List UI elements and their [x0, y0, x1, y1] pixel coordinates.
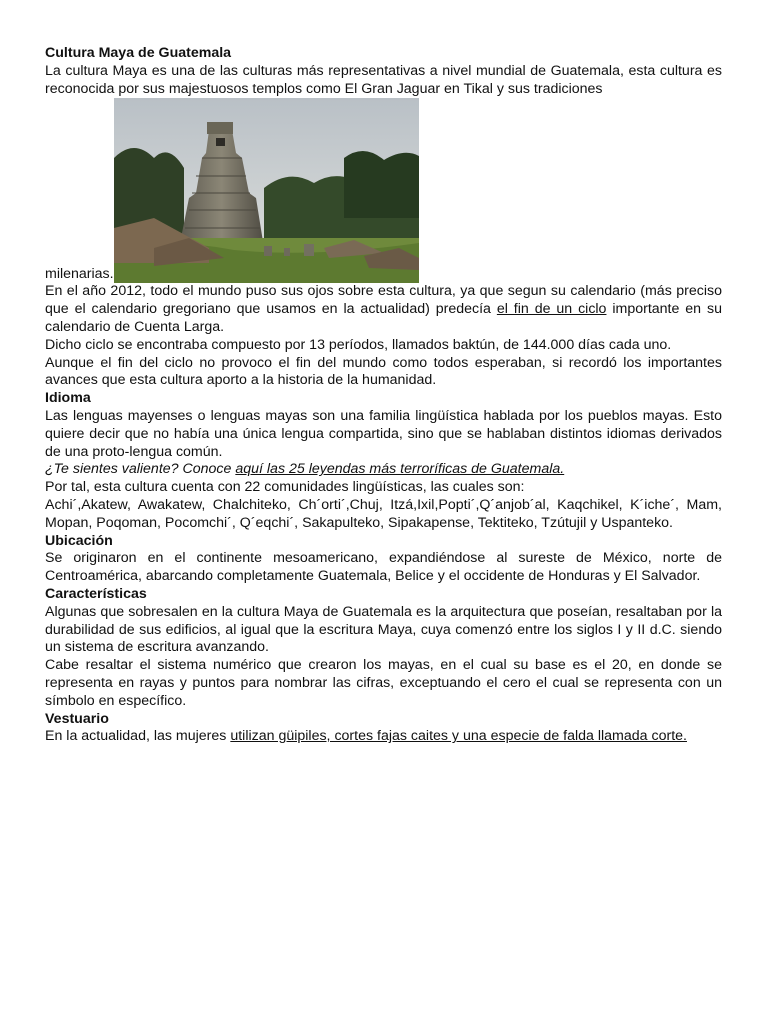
heading-idioma: Idioma [45, 390, 91, 407]
intro-end-text: milenarias. [45, 265, 114, 282]
idioma-paragraph: Las lenguas mayenses o lenguas mayas son una familia lingüística hablada por los pueblos mayas. Esto quiere decir que no había una única lengua compartida, sino que se hablaban distintos idiomas derivados de una proto-lengua común. [45, 407, 722, 460]
paragraph-baktun: Dicho ciclo se encontraba compuesto por 13 períodos, llamados baktún, de 144.000 días cada uno. [45, 336, 672, 353]
document-title: Cultura Maya de Guatemala [45, 45, 232, 61]
caracteristicas-paragraph-1: Algunas que sobresalen en la cultura Maya de Guatemala es la arquitectura que poseían, resaltaban por la durabilidad de sus edificios, al igual que la escritura Maya, cuya comenzó entre los siglos I y II d.C. siendo un sistema de escritura avanzando. [45, 603, 722, 656]
ubicacion-paragraph: Se originaron en el continente mesoamericano, expandiéndose al sureste de México, norte de Centroamérica, abarcando completamente Guatemala, Belice y el occidente de Honduras y El Salvador. [45, 550, 722, 585]
paragraph-2012: En el año 2012, todo el mundo puso sus ojos sobre esta cultura, ya que segun su calendario (más preciso que el calendario gregoriano que usamos en la actualidad) predecía el fin de un ciclo importante en su calendario de Cuenta Larga. [45, 283, 722, 335]
vestuario-link[interactable]: utilizan güipiles, cortes fajas caites y una especie de falda llamada corte. [230, 728, 687, 745]
leyendas-promo: ¿Te sientes valiente? Conoce aquí las 25 leyendas más terroríficas de Guatemala. [45, 461, 565, 478]
idioma-communities: Por tal, esta cultura cuenta con 22 comunidades lingüísticas, las cuales son: [45, 479, 525, 496]
leyendas-link[interactable]: aquí las 25 leyendas más terroríficas de Guatemala. [235, 461, 565, 478]
heading-caracteristicas: Características [45, 585, 147, 602]
paragraph-fin-del-ciclo: Aunque el fin del ciclo no provoco el fin del mundo como todos esperaban, si recordó los importantes avances que esta cultura aporto a la historia de la humanidad. [45, 354, 722, 389]
document-page [45, 45, 722, 746]
heading-ubicacion: Ubicación [45, 532, 113, 549]
languages-list: Achi´,Akatew, Awakatew, Chalchiteko, Ch´orti´,Chuj, Itzá,Ixil,Popti´,Q´anjob´al, Kaqchikel, K´iche´, Mam, Mopan, Poqoman, Pocomchi´, Q´eqchi´, Sakapulteko, Sipakapense, Tektiteko, Tzútujil y Uspanteko. [45, 496, 722, 531]
intro-paragraph: La cultura Maya es una de las culturas más representativas a nivel mundial de Guatemala, esta cultura es reconocida por sus majestuosos templos como El Gran Jaguar en Tikal y sus tradiciones [45, 62, 722, 97]
vestuario-paragraph: En la actualidad, las mujeres utilizan güipiles, cortes fajas caites y una especie de falda llamada corte. [45, 728, 687, 745]
caracteristicas-paragraph-2: Cabe resaltar el sistema numérico que crearon los mayas, en el cual su base es el 20, en donde se representa en rayas y puntos para nombrar las cifras, exceptuando el cero el cual se representa con un símbolo en específico. [45, 657, 722, 709]
fin-de-ciclo-link[interactable]: el fin de un ciclo [496, 301, 607, 318]
tikal-temple-photo [114, 98, 419, 283]
heading-vestuario: Vestuario [45, 710, 109, 727]
intro-figure-row [45, 98, 722, 283]
